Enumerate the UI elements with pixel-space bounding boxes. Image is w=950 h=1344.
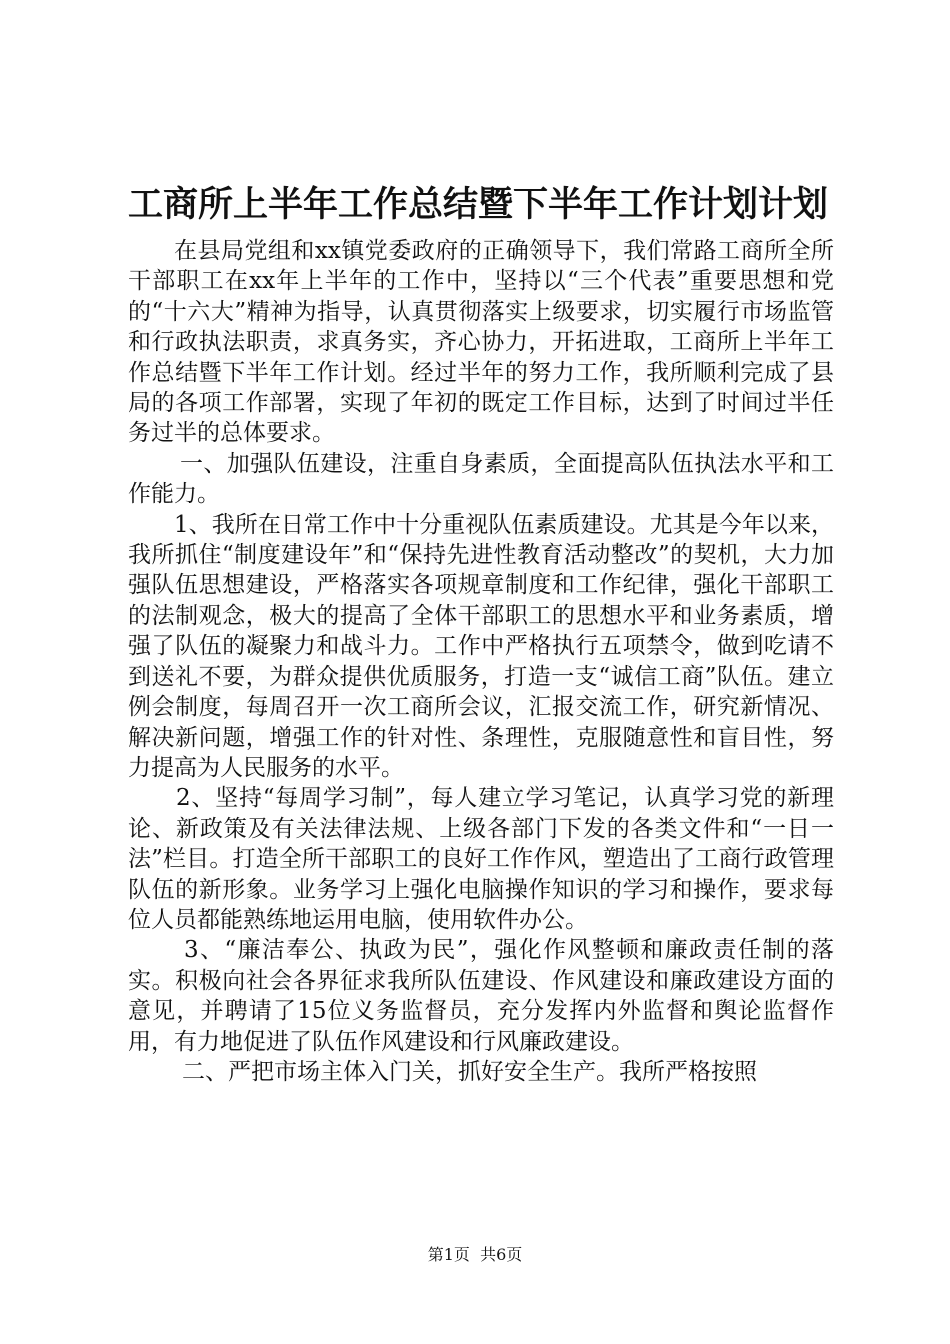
intro-paragraph: 在县局党组和xx镇党委政府的正确领导下，我们常路工商所全所干部职工在xx年上半年的工作中，坚持以“三个代表”重要思想和党的“十六大”精神为指导，认真贯彻落实上级要求，切实履行市场监管和行政执法职责，求真务实，齐心协力，开拓进取，工商所上半年工作总结暨下半年工作计划。经过半年的努力工作，我所顺利完成了县局的各项工作部署，实现了年初的既定工作目标，达到了时间过半任务过半的总体要求。 [128, 238, 834, 447]
item-paragraph-2: 2、坚持“每周学习制”，每人建立学习笔记，认真学习党的新理论、新政策及有关法律法规、上级各部门下发的各类文件和“一日一法”栏目。打造全所干部职工的良好工作作风，塑造出了工商行政管理队伍的新形象。业务学习上强化电脑操作知识的学习和操作，要求每位人员都能熟练地运用电脑，使用软件办公。 [128, 785, 834, 933]
document-title: 工商所上半年工作总结暨下半年工作计划计划 [128, 184, 829, 225]
section-heading-1: 一、加强队伍建设，注重自身素质，全面提高队伍执法水平和工作能力。 [128, 450, 834, 508]
item-paragraph-3: 3、“廉洁奉公、执政为民”，强化作风整顿和廉政责任制的落实。积极向社会各界征求我所队伍建设、作风建设和廉政建设方面的意见，并聘请了15位义务监督员，充分发挥内外监督和舆论监督作用，有力地促进了队伍作风建设和行风廉政建设。 [128, 937, 834, 1055]
section-heading-2: 二、严把市场主体入门关，抓好安全生产。我所严格按照 [182, 1058, 757, 1085]
page-footer: 第1页 共6页 [427, 1245, 523, 1264]
item-paragraph-1: 1、我所在日常工作中十分重视队伍素质建设。尤其是今年以来，我所抓住“制度建设年”和“保持先进性教育活动整改”的契机，大力加强队伍思想建设，严格落实各项规章制度和工作纪律，强化干部职工的法制观念，极大的提高了全体干部职工的思想水平和业务素质，增强了队伍的凝聚力和战斗力。工作中严格执行五项禁令，做到吃请不到送礼不要，为群众提供优质服务，打造一支“诚信工商”队伍。建立例会制度，每周召开一次工商所会议，汇报交流工作，研究新情况、解决新问题，增强工作的针对性、条理性，克服随意性和盲目性，努力提高为人民服务的水平。 [128, 511, 834, 781]
document-body [128, 236, 834, 1087]
